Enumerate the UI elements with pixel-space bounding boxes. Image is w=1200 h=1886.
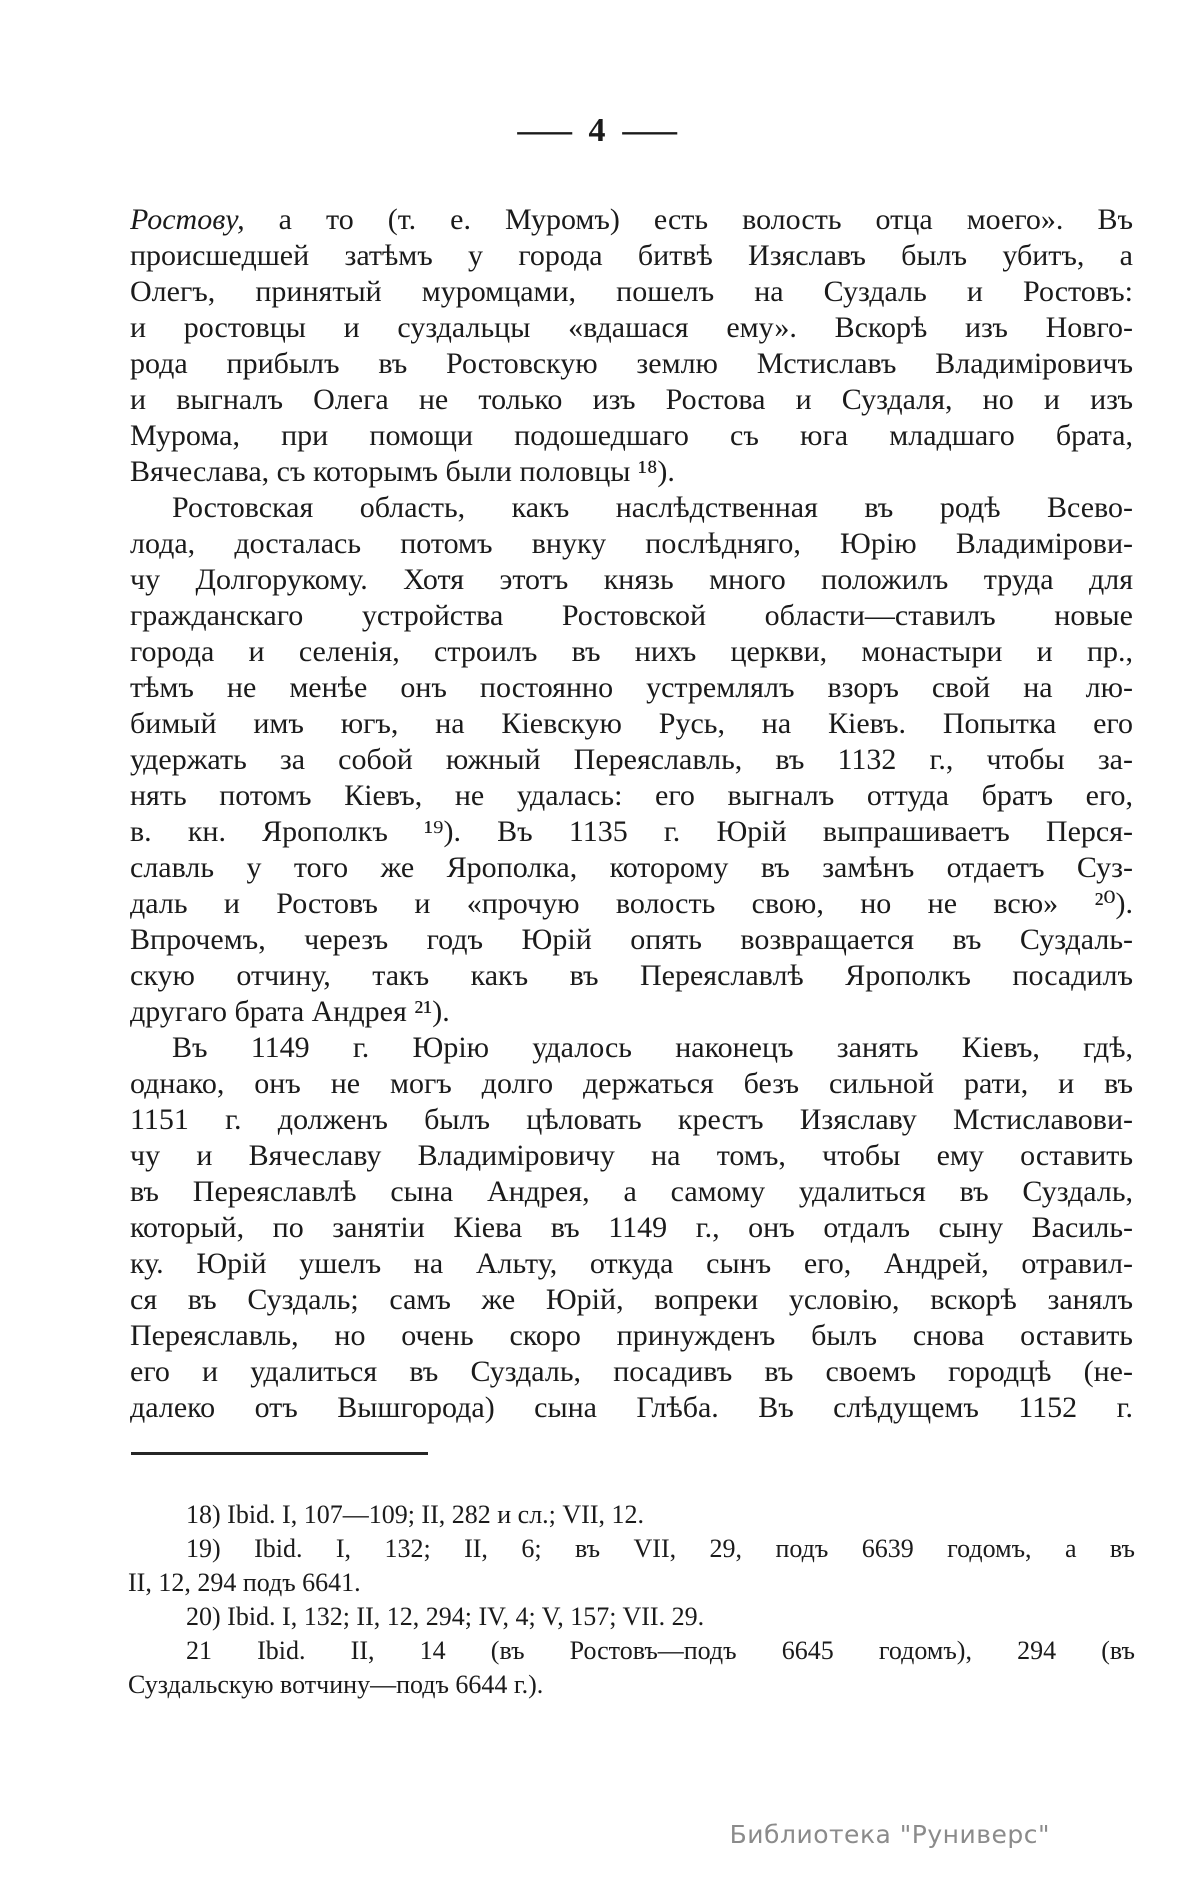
page-number: 4 [588, 112, 607, 149]
text-line: 20) Ibid. I, 132; II, 12, 294; IV, 4; V, 157; VII. 29. [186, 1602, 705, 1631]
text-line: II, 12, 294 подъ 6641. [128, 1568, 361, 1597]
footnote-separator-rule [131, 1452, 428, 1455]
text-line: 19) Ibid. I, 132; II, 6; въ VII, 29, подъ 6639 годомъ, а въ [186, 1534, 1135, 1563]
text-line: Суздальскую вотчину—подъ 6644 г.). [128, 1670, 544, 1699]
text-line: чу Долгорукому. Хотя этотъ князь много положилъ труда для [130, 563, 1133, 596]
text-line: чу и Вячеславу Владиміровичу на томъ, чтобы ему оставить [130, 1139, 1133, 1172]
text-line: славль у того же Ярополка, которому въ замѣнъ отдаетъ Суз- [130, 851, 1133, 884]
text-line: другаго брата Андрея ²¹). [130, 995, 450, 1028]
text-line: происшедшей затѣмъ у города битвѣ Изяславъ былъ убитъ, а [130, 239, 1133, 272]
italic-lead-word: Ростову, [130, 203, 245, 236]
text-line: удержать за собой южный Переяславль, въ 1132 г., чтобы за- [130, 743, 1133, 776]
header-right-dash: — [622, 112, 678, 149]
page-header [130, 112, 1065, 150]
text-line: рода прибылъ въ Ростовскую землю Мстиславъ Владиміровичъ [130, 347, 1133, 380]
header-left-dash: — [517, 112, 573, 149]
text-line: Ростовская область, какъ наслѣдственная въ родѣ Всево- [172, 491, 1133, 524]
text-line: Вячеслава, съ которымъ были половцы ¹⁸). [130, 455, 675, 488]
text-line: 1151 г. долженъ былъ цѣловать крестъ Изяславу Мстиславови- [130, 1103, 1133, 1136]
text-line: скую отчину, такъ какъ въ Переяславлѣ Ярополкъ посадилъ [130, 959, 1133, 992]
text-line: города и селенія, строилъ въ нихъ церкви, монастыри и пр., [130, 635, 1133, 668]
text-line: Въ 1149 г. Юрію удалось наконецъ занять Кіевъ, гдѣ, [172, 1031, 1133, 1064]
text-line: его и удалиться въ Суздаль, посадивъ въ своемъ городцѣ (не- [130, 1355, 1133, 1388]
text-line: в. кн. Ярополкъ ¹⁹). Въ 1135 г. Юрій выпрашиваетъ Перся- [130, 815, 1133, 848]
text-line: нять потомъ Кіевъ, не удалась: его выгналъ оттуда братъ его, [130, 779, 1133, 812]
text-line: бимый имъ югъ, на Кіевскую Русь, на Кіевъ. Попытка его [130, 707, 1133, 740]
text-line: лода, досталась потомъ внуку послѣдняго, Юрію Владимірови- [130, 527, 1133, 560]
text-line: гражданскаго устройства Ростовской области—ставилъ новые [130, 599, 1133, 632]
text-line: даль и Ростовъ и «прочую волость свою, но не всю» ²⁰). [130, 887, 1133, 920]
text-line: въ Переяславлѣ сына Андрея, а самому удалиться въ Суздаль, [130, 1175, 1133, 1208]
text-line: 21 Ibid. II, 14 (въ Ростовъ—подъ 6645 годомъ), 294 (въ [186, 1636, 1135, 1665]
text-line: Впрочемъ, черезъ годъ Юрій опять возвращается въ Суздаль- [130, 923, 1133, 956]
text-line: и ростовцы и суздальцы «вдашася ему». Вскорѣ изъ Новго- [130, 311, 1133, 344]
text-line: и выгналъ Олега не только изъ Ростова и Суздаля, но и изъ [130, 383, 1133, 416]
text-line: однако, онъ не могъ долго держаться безъ сильной рати, и въ [130, 1067, 1133, 1100]
text-line: Ростову, а то (т. е. Муромъ) есть волость отца моего». Въ [130, 203, 1133, 236]
text-line: ку. Юрій ушелъ на Альту, откуда сынъ его, Андрей, отравил- [130, 1247, 1133, 1280]
text-line: Мурома, при помощи подошедшаго съ юга младшаго брата, [130, 419, 1133, 452]
text-line: Переяславль, но очень скоро принужденъ былъ снова оставить [130, 1319, 1133, 1352]
library-watermark: Библиотека "Руниверс" [729, 1820, 1050, 1849]
text-line: 18) Ibid. I, 107—109; II, 282 и сл.; VII, 12. [186, 1500, 644, 1529]
main-text-block [130, 202, 1133, 1426]
text-line: далеко отъ Вышгорода) сына Глѣба. Въ слѣдущемъ 1152 г. [130, 1391, 1133, 1424]
footnotes-block [128, 1498, 1135, 1702]
text-line: ся въ Суздаль; самъ же Юрій, вопреки условію, вскорѣ занялъ [130, 1283, 1133, 1316]
text-line: тѣмъ не менѣе онъ постоянно устремлялъ взоръ свой на лю- [130, 671, 1133, 704]
text-line: Олегъ, принятый муромцами, пошелъ на Суздаль и Ростовъ: [130, 275, 1133, 308]
text-line: который, по занятіи Кіева въ 1149 г., онъ отдалъ сыну Василь- [130, 1211, 1133, 1244]
